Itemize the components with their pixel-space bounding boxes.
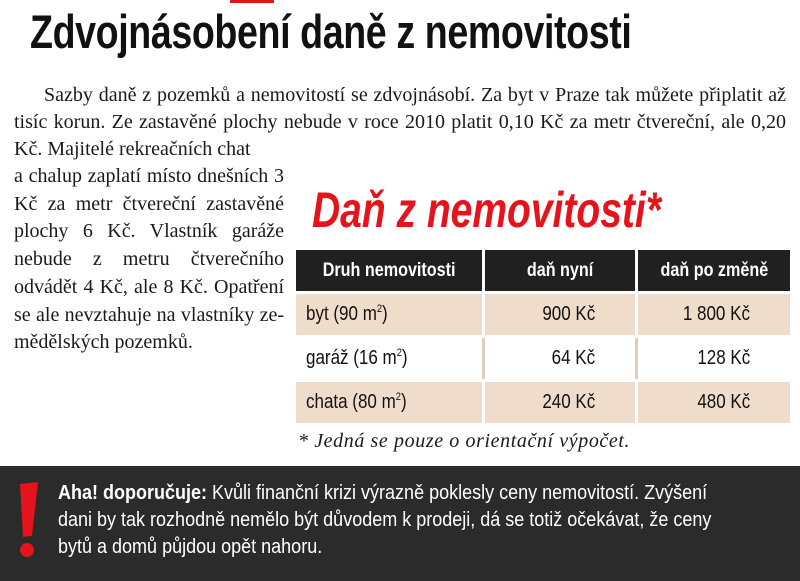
table-cell-type: byt (90 $m^2$) (306, 303, 388, 325)
table-cell-now: 900 Kč (482, 294, 635, 335)
table-header-row (296, 250, 790, 291)
table-title: Daň z nemovitosti* (312, 182, 661, 238)
table-footnote: * Jedná se pouze o orientační výpočet. (298, 430, 631, 452)
table-cell-after: 128 Kč (635, 338, 790, 379)
table-cell-now: 240 Kč (482, 382, 635, 423)
table-cell-type: chata (80 $m^2$) (306, 391, 407, 413)
tip-body: Kvůli finanční krizi výrazně poklesly ceny nemovitostí. Zvýšení dani by tak rozhodně nemělo být důvodem k prodeji, dá se totiž očekávat, že ceny bytů a domů půjdou opět nahoru. (58, 482, 712, 558)
tip-lead: Aha! doporučuje: (58, 482, 207, 504)
table-row (296, 294, 790, 335)
table-row (296, 338, 790, 379)
table-cell-after: 480 Kč (635, 382, 790, 423)
table-row (296, 382, 790, 423)
table-cell-after: 1 800 Kč (635, 294, 790, 335)
article-paragraph: Sazby daně z pozemků a nemovitostí se zdvojnásobí. Za byt v Praze tak můžete připlatit až tisíc korun. Ze zastavěné plochy nebude v roce 2010 platit 0,10 Kč za metr čtvereční, ale 0,20 Kč. Majitelé rekreačních chat (14, 84, 786, 160)
page-title: Zdvojnásobení daně z nemovitosti (30, 5, 632, 58)
table-cell-type: garáž (16 $m^2$) (306, 347, 408, 369)
tip-text (58, 480, 724, 561)
article-paragraph-continued: a chalup zaplatí místo dnešních 3 Kč za metr čtvereční zastavěné plochy 6 Kč. Vlastník garáže nebude z metru čtverečního odvádět 4 Kč, ale 8 Kč. Opatření se ale nevztahuje na vlastníky zemědělských pozemků. (14, 165, 284, 354)
exclamation-icon (14, 480, 42, 560)
table-cell-now: 64 Kč (482, 338, 635, 379)
table-header-type: Druh nemovitosti (322, 259, 456, 281)
table-header-after: daň po změně (635, 250, 790, 291)
table-header-now: daň nyní (482, 250, 635, 291)
